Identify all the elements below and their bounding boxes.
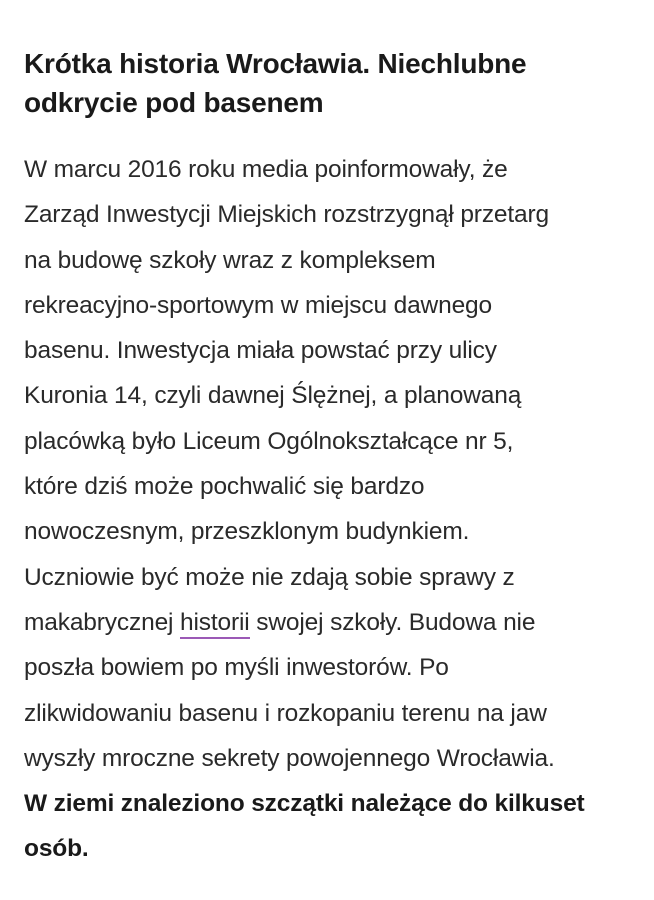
paragraph-line: basenu. Inwestycja miała powstać przy ulicy [24,337,497,365]
article-headline [24,44,644,122]
paragraph-line: nowoczesnym, przeszklonym budynkiem. [24,518,470,546]
paragraph-line: Kuronia 14, czyli dawnej Ślężnej, a planowaną [24,382,522,410]
paragraph-line: placówką było Liceum Ogólnokształcące nr 5, [24,427,514,455]
article [24,44,644,872]
paragraph-line: Uczniowie być może nie zdają sobie sprawy z [24,563,515,591]
paragraph-line: które dziś może pochwalić się bardzo [24,473,425,501]
paragraph-text: swojej szkoły. Budowa nie [249,608,536,636]
paragraph-line: Zarząd Inwestycji Miejskich rozstrzygnął przetarg [24,201,550,229]
paragraph-line: zlikwidowaniu basenu i rozkopaniu terenu na jaw [24,699,547,727]
paragraph-line: wyszły mroczne sekrety powojennego Wrocławia. [24,744,555,772]
bold-sentence-line: W ziemi znaleziono szczątki należące do kilkuset [24,790,585,818]
paragraph-line: na budowę szkoły wraz z kompleksem [24,246,436,274]
article-paragraph [24,147,644,872]
headline-line: odkrycie pod basenem [24,87,324,118]
paragraph-line: W marcu 2016 roku media poinformowały, że [24,156,508,183]
headline-line: Krótka historia Wrocławia. Niechlubne [24,48,527,79]
paragraph-text: makabrycznej [24,608,180,636]
paragraph-line: poszła bowiem po myśli inwestorów. Po [24,654,449,682]
paragraph-line: rekreacyjno-sportowym w miejscu dawnego [24,291,493,319]
bold-sentence-line: osób. [24,835,89,863]
history-link[interactable]: historii [180,609,250,639]
